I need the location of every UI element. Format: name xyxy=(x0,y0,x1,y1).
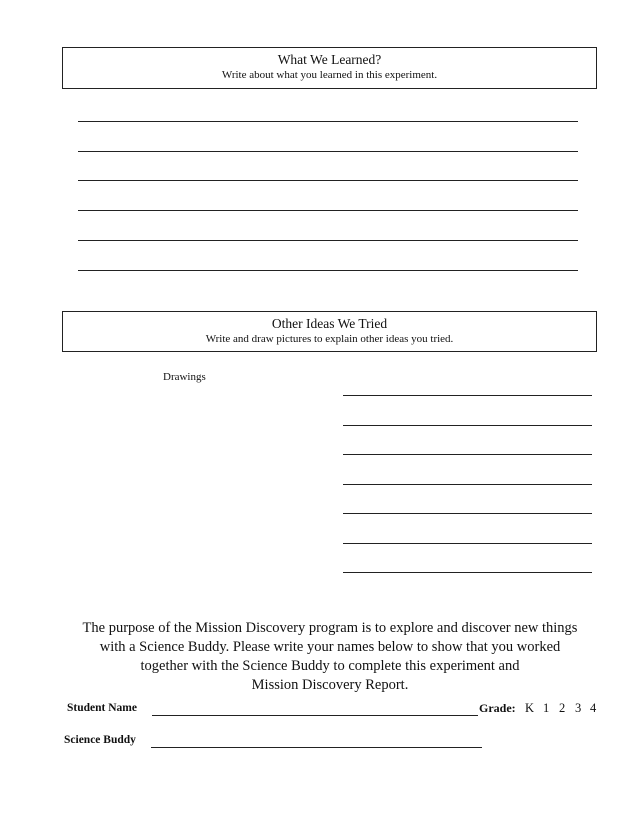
writing-line[interactable] xyxy=(78,151,578,152)
other-ideas-title: Other Ideas We Tried xyxy=(271,316,388,331)
writing-line[interactable] xyxy=(343,395,592,396)
drawings-label: Drawings xyxy=(163,371,206,383)
writing-line[interactable] xyxy=(343,572,592,573)
student-name-label: Student Name xyxy=(67,702,137,714)
writing-line[interactable] xyxy=(343,513,592,514)
grade-option-2[interactable]: 2 xyxy=(559,701,566,715)
science-buddy-line[interactable] xyxy=(151,747,482,748)
writing-line[interactable] xyxy=(78,240,578,241)
grade-option-k[interactable]: K xyxy=(525,701,535,715)
grade-option-4[interactable]: 4 xyxy=(590,701,597,715)
writing-line[interactable] xyxy=(343,425,592,426)
grade-label: Grade: xyxy=(479,701,516,715)
writing-line[interactable] xyxy=(343,543,592,544)
drawings-area[interactable] xyxy=(150,388,330,578)
purpose-line-2: with a Science Buddy. Please write your names below to show that you worked xyxy=(99,639,561,655)
grade-option-1[interactable]: 1 xyxy=(543,701,550,715)
student-name-line[interactable] xyxy=(152,715,478,716)
purpose-paragraph xyxy=(40,619,620,695)
purpose-line-4: Mission Discovery Report. xyxy=(251,677,409,693)
writing-line[interactable] xyxy=(78,121,578,122)
purpose-line-3: together with the Science Buddy to complete this experiment and xyxy=(140,658,520,674)
purpose-line-1: The purpose of the Mission Discovery program is to explore and discover new things xyxy=(82,620,578,636)
writing-line[interactable] xyxy=(78,180,578,181)
writing-line[interactable] xyxy=(78,270,578,271)
what-we-learned-box xyxy=(62,47,597,89)
writing-line[interactable] xyxy=(343,484,592,485)
writing-line[interactable] xyxy=(78,210,578,211)
what-we-learned-instruction: Write about what you learned in this experiment. xyxy=(221,69,438,81)
what-we-learned-title: What We Learned? xyxy=(277,52,382,67)
grade-option-3[interactable]: 3 xyxy=(575,701,582,715)
writing-line[interactable] xyxy=(343,454,592,455)
other-ideas-instruction: Write and draw pictures to explain other ideas you tried. xyxy=(205,333,454,345)
other-ideas-box xyxy=(62,311,597,352)
science-buddy-label: Science Buddy xyxy=(64,734,136,746)
